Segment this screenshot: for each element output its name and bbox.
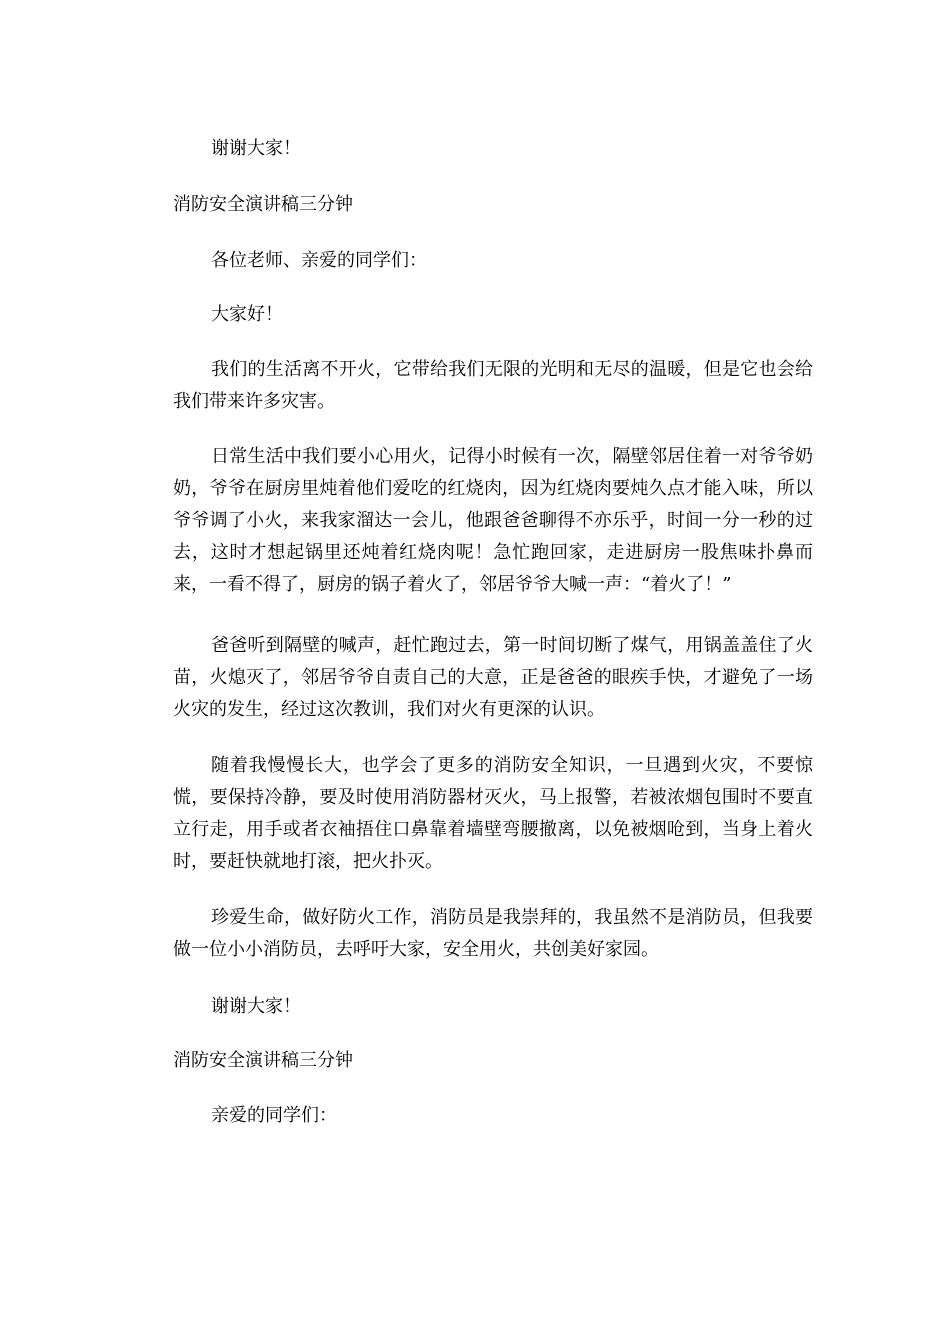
paragraph: 珍爱生命，做好防火工作，消防员是我崇拜的，我虽然不是消防员，但我要做一位小小消防员，去呼吁大家，安全用火，共创美好家园。 (173, 907, 813, 960)
greeting: 大家好！ (211, 304, 283, 325)
salutation: 各位老师、亲爱的同学们： (211, 250, 427, 271)
closing-thanks: 谢谢大家！ (211, 138, 301, 159)
salutation: 亲爱的同学们： (211, 1105, 337, 1126)
closing-thanks: 谢谢大家！ (211, 996, 301, 1017)
section-title: 消防安全演讲稿三分钟 (173, 1050, 353, 1071)
paragraph: 我们的生活离不开火，它带给我们无限的光明和无尽的温暖，但是它也会给我们带来许多灾害。 (173, 359, 813, 412)
paragraph: 随着我慢慢长大，也学会了更多的消防安全知识，一旦遇到火灾，不要惊慌，要保持冷静，要及时使用消防器材灭火，马上报警，若被浓烟包围时不要直立行走，用手或者衣袖捂住口鼻靠着墙壁弯腰撤离，以免被烟呛到，当身上着火时，要赶快就地打滚，把火扑灭。 (173, 755, 813, 872)
section-title: 消防安全演讲稿三分钟 (173, 194, 353, 215)
paragraph: 日常生活中我们要小心用火，记得小时候有一次，隔壁邻居住着一对爷爷奶奶，爷爷在厨房里炖着他们爱吃的红烧肉，因为红烧肉要炖久点才能入味，所以爷爷调了小火，来我家溜达一会儿，他跟爸爸聊得不亦乐乎，时间一分一秒的过去，这时才想起锅里还炖着红烧肉呢！急忙跑回家，走进厨房一股焦味扑鼻而来，一看不得了，厨房的锅子着火了，邻居爷爷大喊一声：“着火了！” (173, 446, 813, 595)
paragraph: 爸爸听到隔壁的喊声，赶忙跑过去，第一时间切断了煤气，用锅盖盖住了火苗，火熄灭了，邻居爷爷自责自己的大意，正是爸爸的眼疾手快，才避免了一场火灾的发生，经过这次教训，我们对火有更深的认识。 (173, 635, 813, 720)
